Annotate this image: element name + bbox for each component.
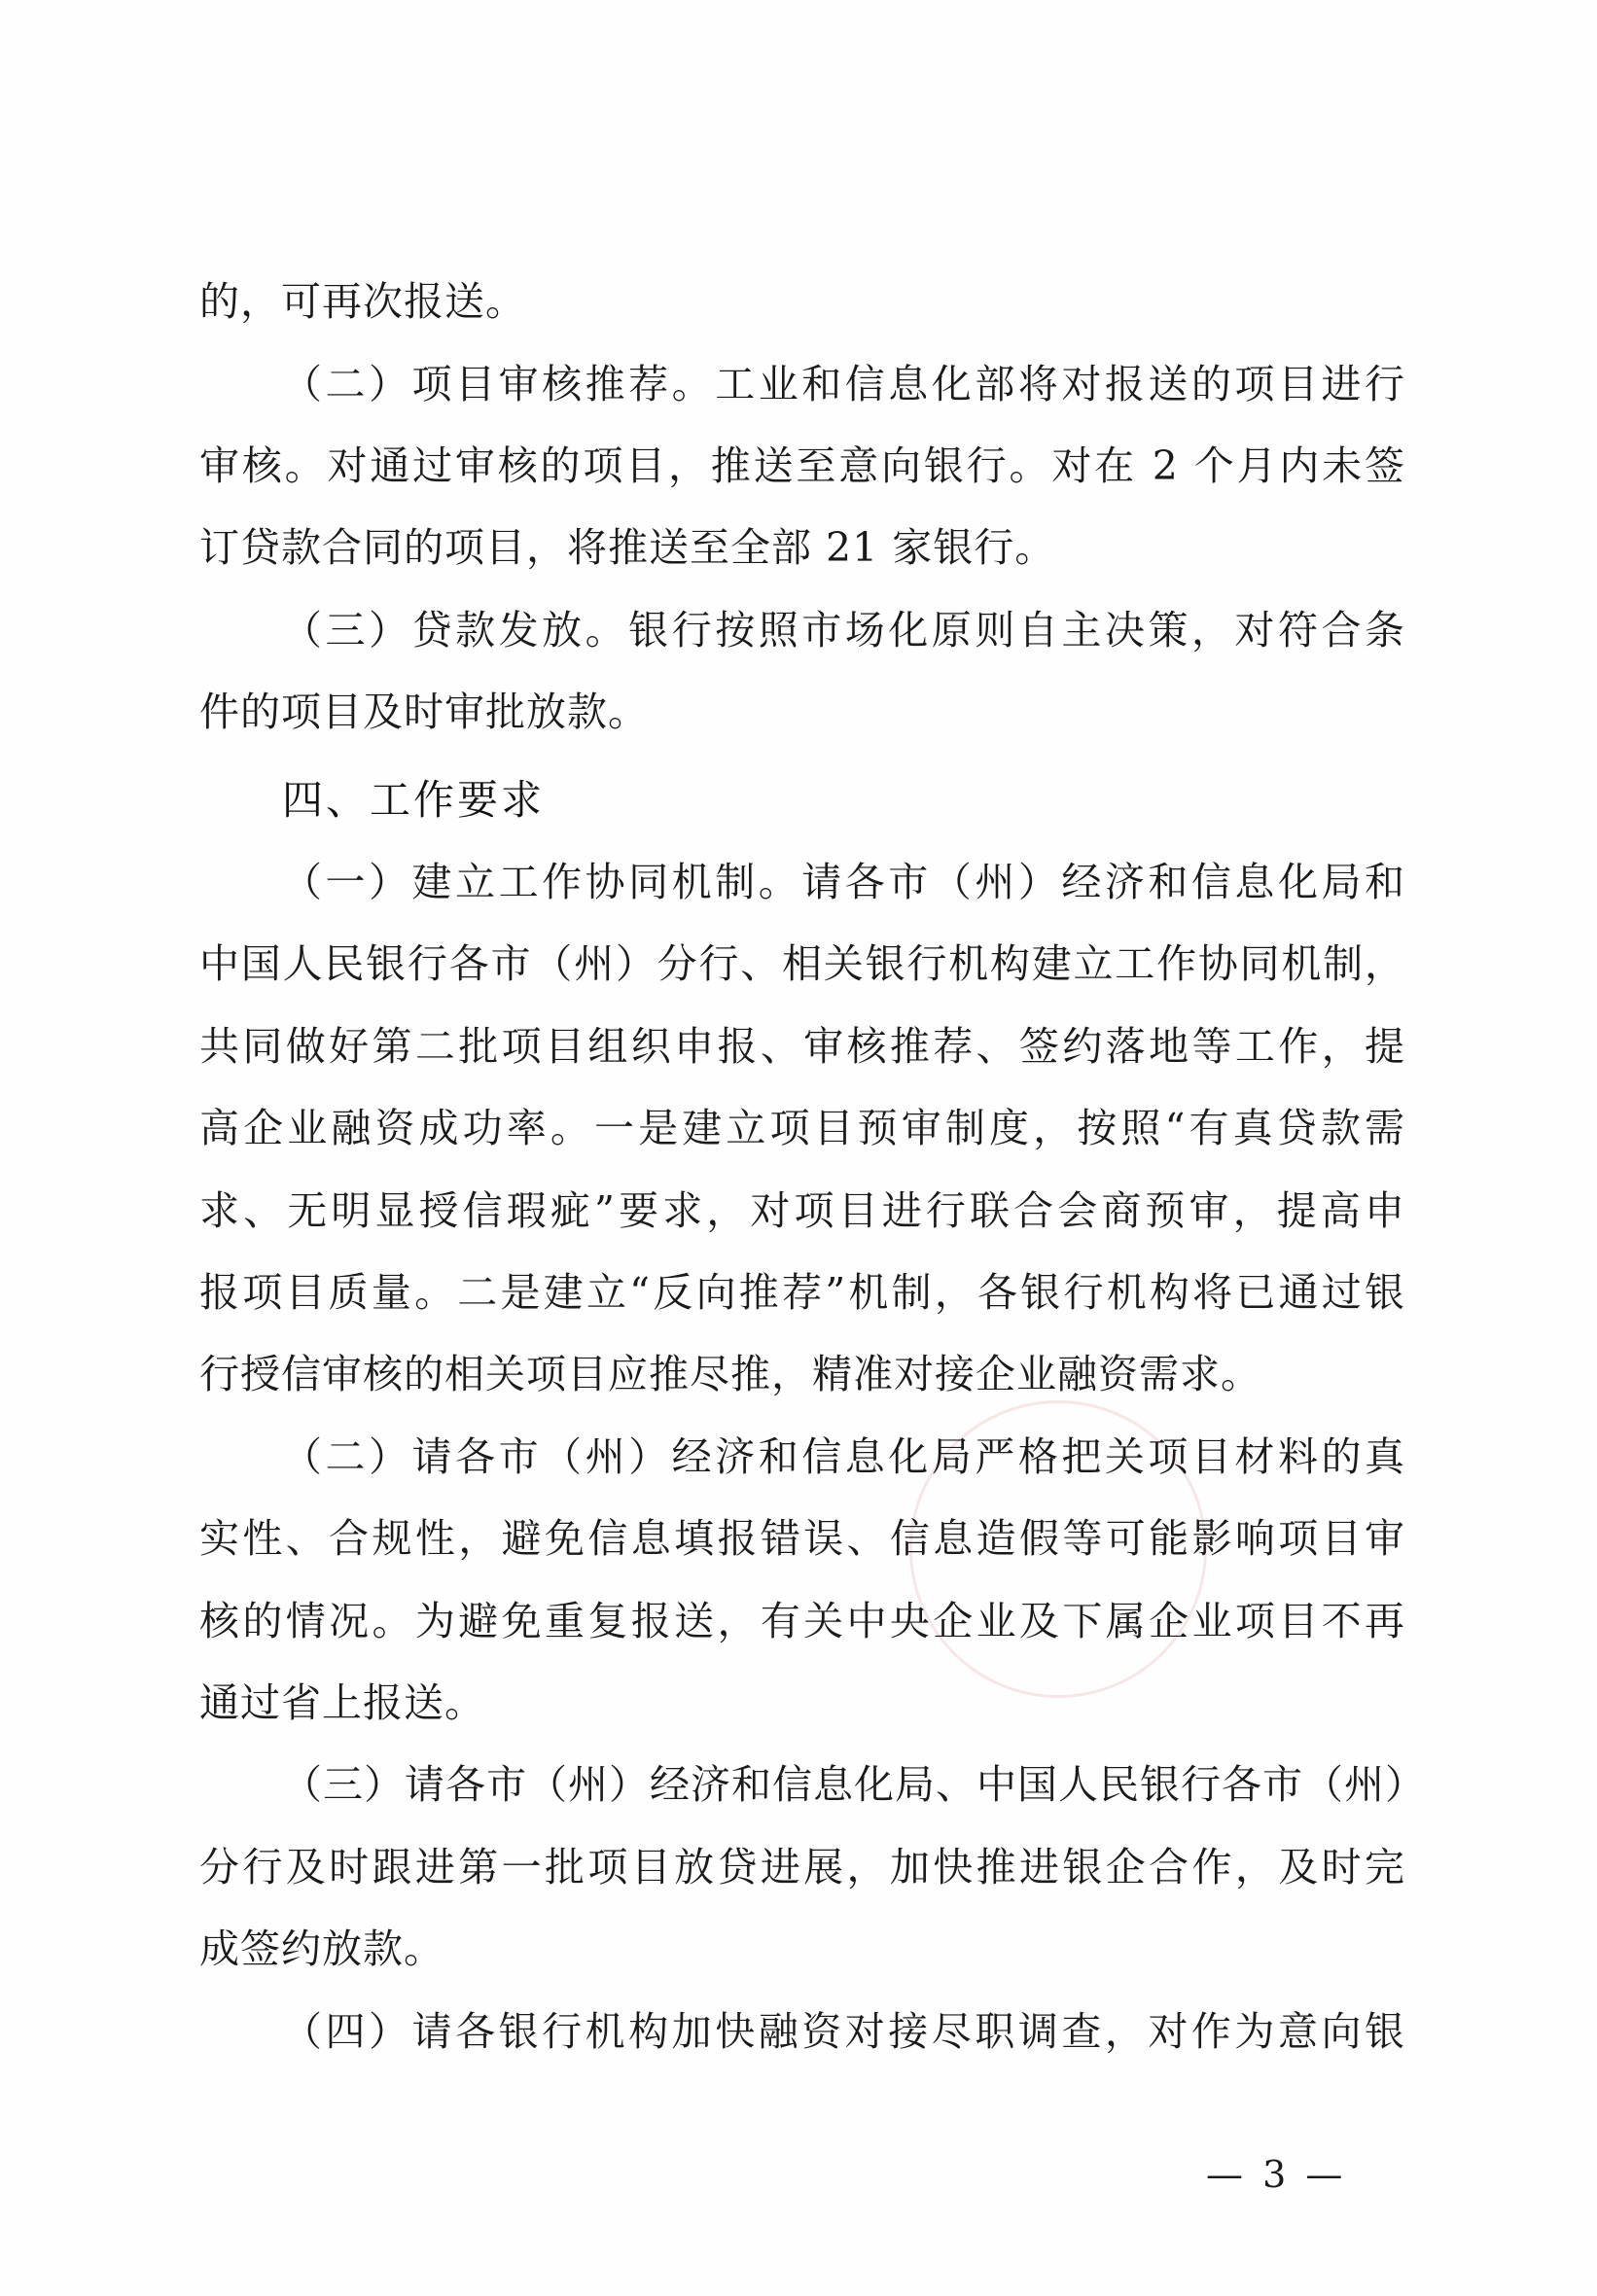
body-line-22: （四）请各银行机构加快融资对接尽职调查，对作为意向银 [282, 2008, 1405, 2055]
body-line-15: （二）请各市（州）经济和信息化局严格把关项目材料的真 [282, 1433, 1405, 1480]
body-line-2: （二）项目审核推荐。工业和信息化部将对报送的项目进行 [282, 361, 1405, 407]
body-line-12: 求、无明显授信瑕疵”要求，对项目进行联合会商预审，提高申 [199, 1187, 1405, 1234]
body-line-19: （三）请各市（州）经济和信息化局、中国人民银行各市（州） [282, 1761, 1426, 1808]
body-line-21: 成签约放款。 [199, 1925, 444, 1972]
body-line-9: 中国人民银行各市（州）分行、相关银行机构建立工作协同机制， [199, 940, 1405, 987]
page-number: — 3 — [1206, 2153, 1347, 2196]
body-line-8: （一）建立工作协同机制。请各市（州）经济和信息化局和 [282, 859, 1405, 905]
body-line-13: 报项目质量。二是建立“反向推荐”机制，各银行机构将已通过银 [199, 1269, 1405, 1316]
body-line-6: 件的项目及时审批放款。 [199, 689, 649, 735]
section-heading: 四、工作要求 [282, 776, 546, 824]
body-line-20: 分行及时跟进第一批项目放贷进展，加快推进银企合作，及时完 [199, 1844, 1405, 1890]
body-line-5: （三）贷款发放。银行按照市场化原则自主决策，对符合条 [282, 607, 1405, 653]
body-line-18: 通过省上报送。 [199, 1679, 485, 1726]
body-line-16: 实性、合规性，避免信息填报错误、信息造假等可能影响项目审 [199, 1515, 1405, 1562]
body-line-4: 订贷款合同的项目，将推送至全部 21 家银行。 [199, 524, 1056, 571]
body-line-11: 高企业融资成功率。一是建立项目预审制度，按照“有真贷款需 [199, 1105, 1405, 1151]
body-line-10: 共同做好第二批项目组织申报、审核推荐、签约落地等工作，提 [199, 1023, 1405, 1070]
body-line-3: 审核。对通过审核的项目，推送至意向银行。对在 2 个月内未签 [199, 442, 1405, 489]
body-line-14: 行授信审核的相关项目应推尽推，精准对接企业融资需求。 [199, 1351, 1261, 1397]
body-line-1: 的，可再次报送。 [199, 278, 526, 325]
body-line-17: 核的情况。为避免重复报送，有关中央企业及下属企业项目不再 [199, 1598, 1405, 1644]
